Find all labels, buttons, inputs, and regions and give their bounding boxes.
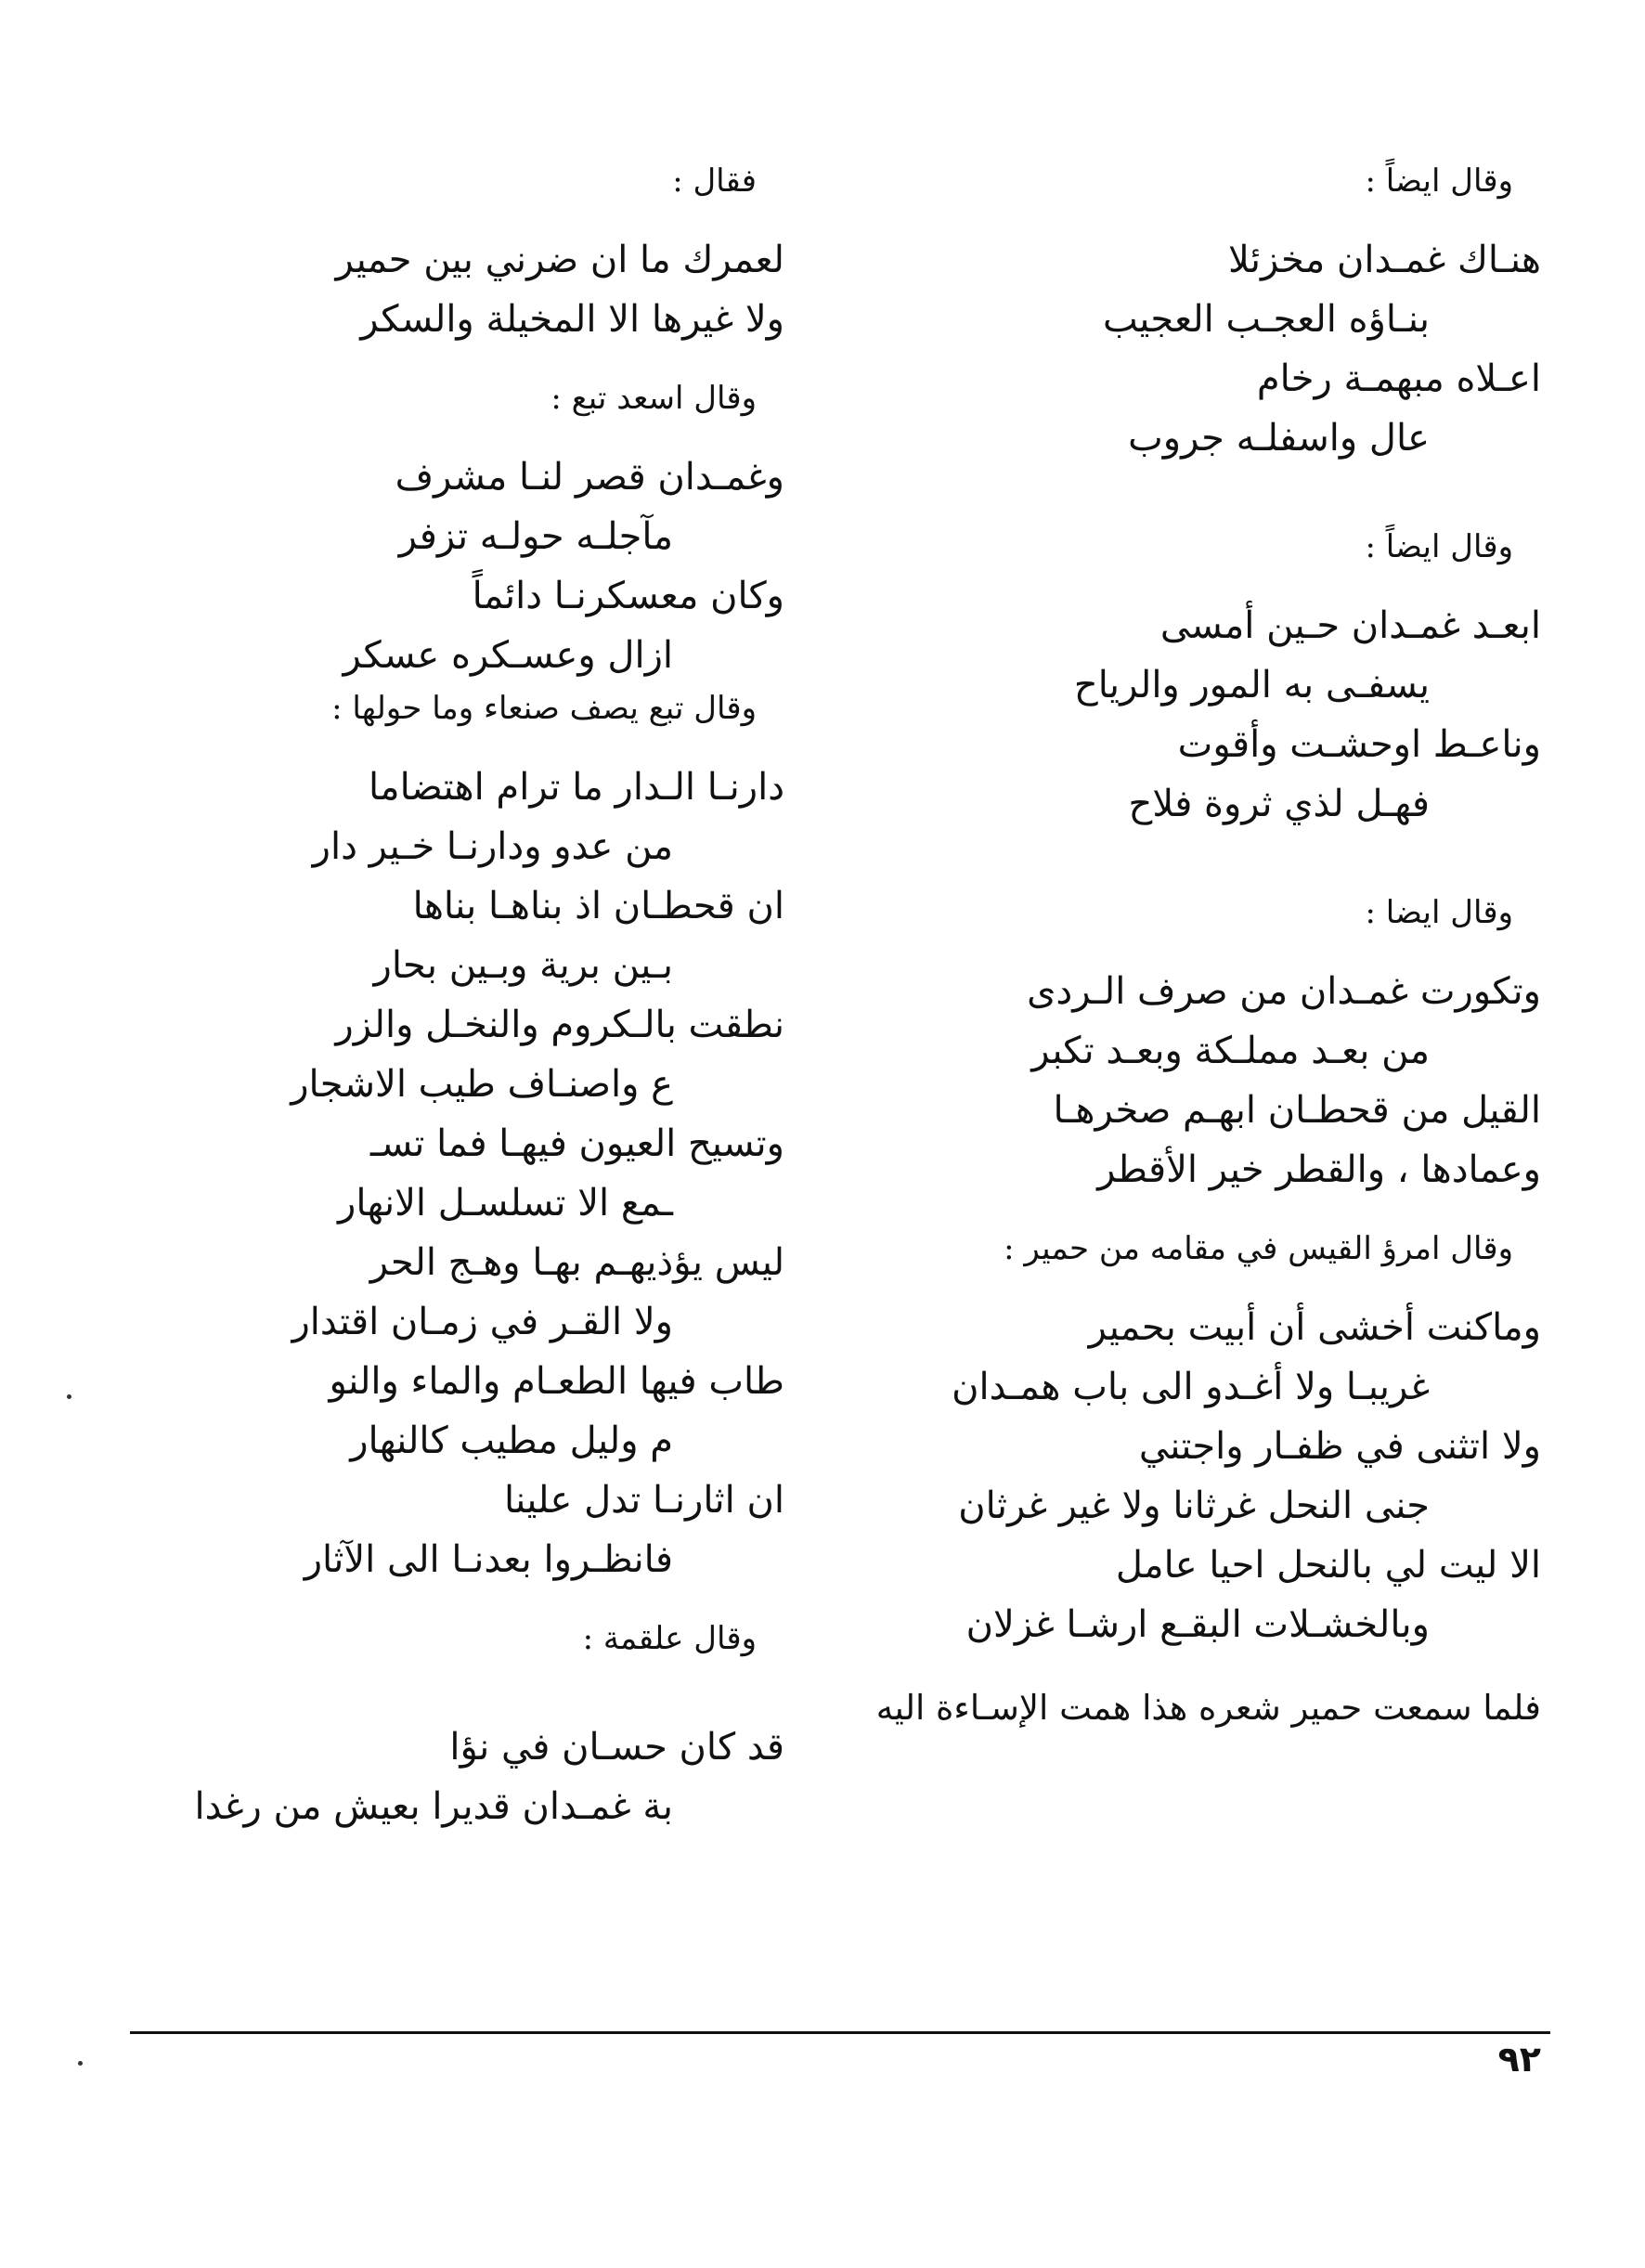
verse-line: من عدو ودارنـا خـير دار bbox=[312, 825, 673, 868]
verse-line: بنـاؤه العجـب العجيب bbox=[1103, 298, 1430, 341]
section-heading: وقال ايضاً : bbox=[1365, 162, 1513, 200]
verse-line: ولا غيرها الا المخيلة والسكر bbox=[360, 298, 784, 341]
left-column bbox=[121, 158, 784, 1836]
section-heading: فقال : bbox=[672, 162, 757, 200]
verse-line: وناعـط اوحشـت وأقوت bbox=[1177, 723, 1541, 766]
section-heading: وقال تبع يصف صنعاء وما حولها : bbox=[331, 690, 757, 727]
verse-line: بة غمـدان قديرا بعيش من رغدا bbox=[194, 1785, 673, 1828]
section-heading: وقال ايضا : bbox=[1365, 894, 1513, 931]
verse-line: ابعـد غمـدان حـين أمسى bbox=[1159, 604, 1541, 647]
closing-line: فلما سمعت حمير شعره هذا همت الإسـاءة اليه bbox=[875, 1688, 1541, 1728]
verse-line: من بعـد مملـكة وبعـد تكبر bbox=[1031, 1030, 1430, 1072]
verse-line: الا ليت لي بالنحل احيا عامل bbox=[1115, 1544, 1541, 1587]
verse-line: وكان معسكرنـا دائماً bbox=[472, 575, 784, 617]
verse-line: القيل من قحطـان ابهـم صخرهـا bbox=[1053, 1089, 1541, 1132]
verse-line: ليس يؤذيهـم بهـا وهـج الحر bbox=[369, 1241, 784, 1284]
verse-line: بـين برية وبـين بحار bbox=[373, 944, 673, 987]
page-number: ٩٢ bbox=[1497, 2039, 1541, 2080]
footer-rule bbox=[130, 2031, 1550, 2034]
verse-line: غريبـا ولا أغـدو الى باب همـدان bbox=[952, 1366, 1430, 1408]
section-heading: وقال علقمة : bbox=[582, 1620, 757, 1657]
verse-line: فانظـروا بعدنـا الى الآثار bbox=[304, 1538, 673, 1581]
verse-line: ع واصنـاف طيب الاشجار bbox=[291, 1063, 673, 1106]
verse-line: دارنـا الـدار ما ترام اهتضاما bbox=[368, 766, 784, 809]
section-heading: وقال امرؤ القيس في مقامه من حمير : bbox=[1004, 1230, 1513, 1267]
verse-line: ولا القـر في زمـان اقتدار bbox=[291, 1301, 673, 1343]
verse-line: ان قحطـان اذ بناهـا بناها bbox=[412, 885, 784, 927]
verse-line: وتكورت غمـدان من صرف الـردى bbox=[1027, 970, 1541, 1013]
right-column bbox=[835, 158, 1541, 1736]
verse-line: وغمـدان قصر لنـا مشرف bbox=[395, 456, 784, 499]
verse-line: ان اثارنـا تدل علينا bbox=[503, 1479, 784, 1522]
verse-line: نطقت بالـكروم والنخـل والزر bbox=[335, 1004, 784, 1046]
verse-line: قد كان حسـان في نؤا bbox=[449, 1726, 784, 1769]
verse-line: هنـاك غمـدان مخزئلا bbox=[1227, 239, 1541, 281]
verse-line: يسفـى به المور والرياح bbox=[1073, 664, 1430, 706]
verse-line: وتسيح العيون فيهـا فما تسـ bbox=[369, 1122, 784, 1165]
verse-line: وماكنت أخشى أن أبيت بحمير bbox=[1088, 1306, 1541, 1349]
verse-line: ازال وعسـكره عسكر bbox=[343, 634, 673, 677]
scan-speck bbox=[67, 1394, 71, 1399]
verse-line: طاب فيها الطعـام والماء والنو bbox=[329, 1360, 784, 1403]
verse-line: لعمرك ما ان ضرني بين حمير bbox=[335, 239, 784, 281]
verse-line: مآجلـه حولـه تزفر bbox=[398, 515, 673, 558]
scan-speck bbox=[78, 2061, 83, 2066]
verse-line: ـمع الا تسلسـل الانهار bbox=[338, 1182, 673, 1225]
verse-line: عال واسفلـه جروب bbox=[1128, 417, 1430, 460]
verse-line: وعمادها ، والقطر خير الأقطر bbox=[1097, 1148, 1541, 1191]
verse-line: جنى النحل غرثانا ولا غير غرثان bbox=[958, 1484, 1430, 1527]
verse-line: م وليل مطيب كالنهار bbox=[350, 1419, 673, 1462]
verse-line: اعـلاه مبهمـة رخام bbox=[1256, 357, 1541, 400]
section-heading: وقال اسعد تبع : bbox=[550, 380, 757, 417]
verse-line: ولا اتثنى في ظفـار واجتني bbox=[1138, 1425, 1541, 1468]
verse-line: فهـل لذي ثروة فلاح bbox=[1128, 783, 1430, 825]
verse-line: وبالخشـلات البقـع ارشـا غزلان bbox=[965, 1603, 1430, 1646]
section-heading: وقال ايضاً : bbox=[1365, 528, 1513, 565]
